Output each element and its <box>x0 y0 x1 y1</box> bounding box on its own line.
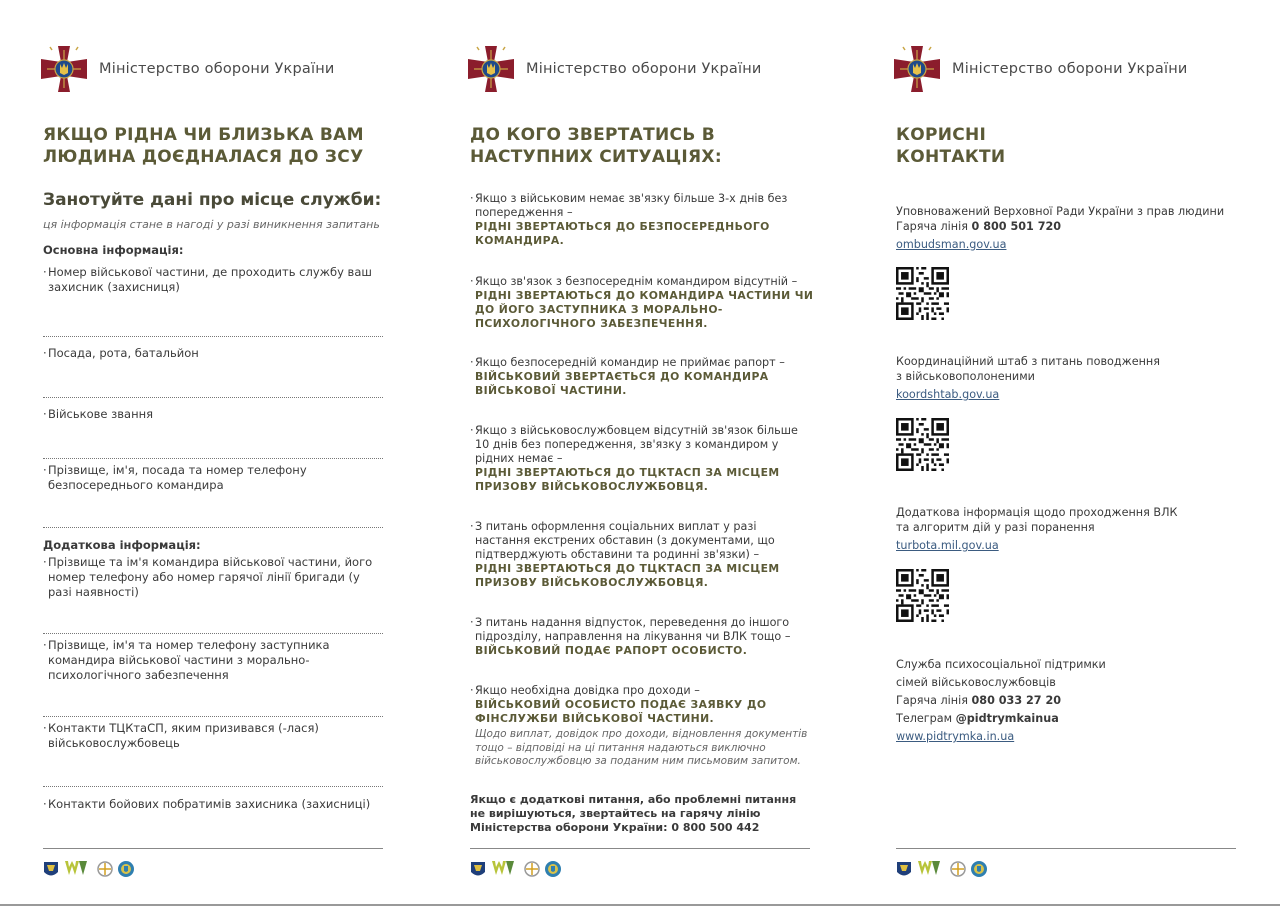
situation-item: · Якщо необхідна довідка про доходи – ВІЙСЬКОВИЙ ОСОБИСТО ПОДАЄ ЗАЯВКУ ДО ФІНСЛУЖБИ ВІЙСЬКОВОЇ ЧАСТИНИ. Щодо виплат, довідок про доходи, відновлення документів тощо – відповіді на ці питання надаються виключно військовослужбовцю за поданим ним письмовим запитом. <box>470 684 808 767</box>
situation-item: · З питань оформлення соціальних виплат у разі настання екстрених обставин (з документами, що підтверджують обставини та родинні зв'язки) – РІДНІ ЗВЕРТАЮТЬСЯ ДО ТЦКТАСП ЗА МІСЦЕМ ПРИЗОВУ ВІЙСЬКОВОСЛУЖБОВЦЯ. <box>470 520 780 589</box>
field-tck-contacts: · Контакти ТЦКтаСП, яким призивався (-лася) військовослужбовець <box>43 721 319 750</box>
page-title <box>43 124 388 168</box>
partner-logos-icon <box>43 858 143 880</box>
hotline-label: Гаряча лінія <box>896 694 968 707</box>
emblem-icon <box>39 44 89 94</box>
koordshtab-link[interactable]: koordshtab.gov.ua <box>896 388 1000 401</box>
partner-logos <box>43 858 149 880</box>
hotline-label: Гаряча лінія <box>896 220 968 233</box>
subtitle: Занотуйте дані про місце служби: <box>43 190 382 210</box>
contact-description: з військовополоненими <box>896 370 1035 383</box>
partner-logos-icon <box>896 858 996 880</box>
title-line: КОРИСНІ <box>896 125 987 145</box>
situation-item: · З питань надання відпусток, переведення до іншого підрозділу, направлення на лікування чи ВЛК тощо – ВІЙСЬКОВИЙ ПОДАЄ РАПОРТ ОСОБИСТО. <box>470 616 791 657</box>
situation-item: · Якщо з військовим немає зв'язку більше 3-х днів без попередження – РІДНІ ЗВЕРТАЮТЬСЯ ДО БЕЗПОСЕРЕДНЬОГО КОМАНДИРА. <box>470 192 788 247</box>
qr-code-icon[interactable] <box>896 267 949 320</box>
ministry-header <box>466 44 762 94</box>
section-extra-heading: Додаткова інформація: <box>43 538 201 552</box>
field-unit-number: · Номер військової частини, де проходить службу ваш захисник (захисниця) <box>43 265 372 294</box>
fill-line[interactable] <box>43 786 383 787</box>
title-line: КОНТАКТИ <box>896 147 1006 167</box>
field-rank: · Військове звання <box>43 407 154 421</box>
section-main-heading: Основна інформація: <box>43 243 184 257</box>
partner-logos <box>896 858 1002 880</box>
ombudsman-link[interactable]: ombudsman.gov.ua <box>896 238 1007 251</box>
situation-item: · Якщо зв'язок з безпосереднім командиром відсутній – РІДНІ ЗВЕРТАЮТЬСЯ ДО КОМАНДИРА ЧАСТИНИ ЧИ ДО ЙОГО ЗАСТУПНИКА З МОРАЛЬНО-ПСИХОЛОГІЧНОГО ЗАБЕЗПЕЧЕННЯ. <box>470 275 814 330</box>
partner-logos-icon <box>470 858 570 880</box>
field-commander: · Прізвище, ім'я, посада та номер телефону безпосереднього командира <box>43 463 307 492</box>
situation-item: · Якщо безпосередній командир не приймає рапорт – ВІЙСЬКОВИЙ ЗВЕРТАЄТЬСЯ ДО КОМАНДИРА ВІЙСЬКОВОЇ ЧАСТИНИ. <box>470 356 785 397</box>
qr-code-icon[interactable] <box>896 418 949 471</box>
contact-support-service <box>896 656 1241 746</box>
field-position: · Посада, рота, батальйон <box>43 346 199 360</box>
telegram-handle[interactable]: @pidtrymkainua <box>955 712 1059 725</box>
contact-description: Уповноважений Верховної Ради України з прав людини <box>896 205 1225 218</box>
fill-line[interactable] <box>43 527 383 528</box>
footer-divider <box>470 848 810 849</box>
situation-item: · Якщо з військовослужбовцем відсутній зв'язок більше 10 днів без попередження, зв'язку з командиром у рідних немає – РІДНІ ЗВЕРТАЮТЬСЯ ДО ТЦКТАСП ЗА МІСЦЕМ ПРИЗОВУ ВІЙСЬКОВОСЛУЖБОВЦЯ. <box>470 424 798 493</box>
contact-description: сімей військовослужбовців <box>896 676 1056 689</box>
hotline-number[interactable]: 0 800 501 720 <box>971 220 1062 233</box>
fill-line[interactable] <box>43 633 383 634</box>
title-line: НАСТУПНИХ СИТУАЦІЯХ: <box>470 147 722 167</box>
title-line: ДО КОГО ЗВЕРТАТИСЬ В <box>470 125 716 145</box>
title-line: ЯКЩО РІДНА ЧИ БЛИЗЬКА ВАМ <box>43 125 364 145</box>
ministry-hotline-note: Якщо є додаткові питання, або проблемні питання не вирішуються, звертайтесь на гарячу лінію Міністерства оборони України: 0 800 500 442 <box>470 793 797 834</box>
footer-divider <box>43 848 383 849</box>
column-family-notes <box>43 0 388 906</box>
column-who-to-contact <box>470 0 815 906</box>
fill-line[interactable] <box>43 458 383 459</box>
partner-logos <box>470 858 576 880</box>
page-title <box>470 124 815 168</box>
ministry-name: Міністерство оборони України <box>526 61 762 77</box>
page-title <box>896 124 1241 168</box>
field-comrades-contacts: · Контакти бойових побратимів захисника (захисниці) <box>43 797 371 811</box>
contact-koordshtab <box>896 354 1241 402</box>
fill-line[interactable] <box>43 716 383 717</box>
ministry-header <box>892 44 1188 94</box>
contact-description: Служба психосоціальної підтримки <box>896 658 1106 671</box>
telegram-label: Телеграм <box>896 712 953 725</box>
field-deputy-commander: · Прізвище, ім'я та номер телефону заступника командира військової частини з морально-психологічного забезпечення <box>43 638 330 682</box>
fill-line[interactable] <box>43 336 383 337</box>
ministry-name: Міністерство оборони України <box>952 61 1188 77</box>
contact-ombudsman <box>896 204 1241 252</box>
pidtrymka-link[interactable]: www.pidtrymka.in.ua <box>896 730 1015 743</box>
hotline-number[interactable]: 080 033 27 20 <box>971 694 1062 707</box>
ministry-name: Міністерство оборони України <box>99 61 335 77</box>
emblem-icon <box>466 44 516 94</box>
contact-description: та алгоритм дій у разі поранення <box>896 521 1095 534</box>
column-useful-contacts <box>896 0 1241 906</box>
qr-code-icon[interactable] <box>896 569 949 622</box>
ministry-header <box>39 44 335 94</box>
note-text: ця інформація стане в нагоді у разі виникнення запитань <box>43 218 380 231</box>
turbota-link[interactable]: turbota.mil.gov.ua <box>896 539 999 552</box>
contact-description: Додаткова інформація щодо проходження ВЛК <box>896 506 1178 519</box>
emblem-icon <box>892 44 942 94</box>
field-unit-commander: · Прізвище та ім'я командира військової частини, його номер телефону або номер гарячої лінії бригади (у разі наявності) <box>43 555 373 599</box>
title-line: ЛЮДИНА ДОЄДНАЛАСЯ ДО ЗСУ <box>43 147 364 167</box>
footer-divider <box>896 848 1236 849</box>
contact-turbota <box>896 505 1241 553</box>
contact-description: Координаційний штаб з питань поводження <box>896 355 1160 368</box>
fill-line[interactable] <box>43 397 383 398</box>
